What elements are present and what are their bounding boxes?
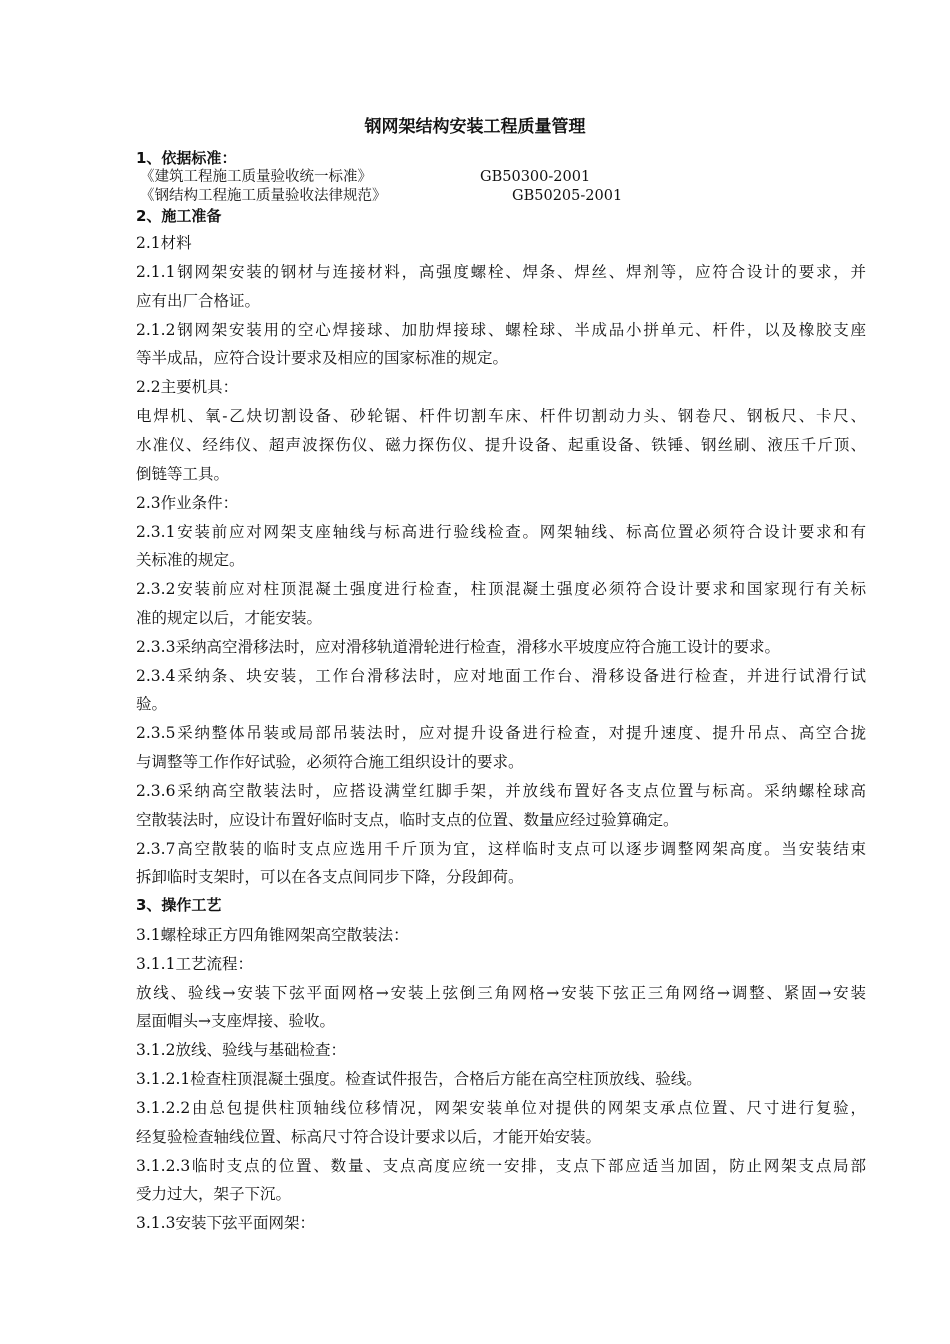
paragraph-line: 3.1.2.3临时支点的位置、数量、支点高度应统一安排，支点下部应适当加固，防止网架支点局部 — [136, 1157, 866, 1175]
standard-name: 《钢结构工程施工质量验收法律规范》 — [140, 188, 387, 204]
section-heading-2: 2、施工准备 — [136, 207, 222, 225]
subsection-heading: 3.1.2放线、验线与基础检查： — [136, 1041, 346, 1059]
standard-reference-1 — [140, 167, 870, 187]
paragraph-line: 拆卸临时支架时，可以在各支点间同步下降，分段卸荷。 — [136, 868, 524, 886]
paragraph-line: 2.3.7高空散装的临时支点应选用千斤顶为宜，这样临时支点可以逐步调整网架高度。当安装结束 — [136, 840, 866, 858]
subsection-heading: 3.1.1工艺流程： — [136, 955, 253, 973]
paragraph-line: 电焊机、氧-乙炔切割设备、砂轮锯、杆件切割车床、杆件切割动力头、钢卷尺、钢板尺、卡尺、 — [136, 407, 866, 425]
paragraph-line: 3.1.2.2由总包提供柱顶轴线位移情况，网架安装单位对提供的网架支承点位置、尺寸进行复验， — [136, 1099, 866, 1117]
subsection-heading: 2.3作业条件： — [136, 494, 239, 512]
paragraph-line: 2.3.4采纳条、块安装，工作台滑移法时，应对地面工作台、滑移设备进行检查，并进行试滑行试 — [136, 667, 866, 685]
paragraph-line: 2.3.5采纳整体吊装或局部吊装法时，应对提升设备进行检查，对提升速度、提升吊点、高空合拢 — [136, 724, 866, 742]
standard-code: GB50300-2001 — [480, 169, 591, 185]
subsection-heading: 3.1螺栓球正方四角锥网架高空散装法： — [136, 926, 409, 944]
paragraph-line: 放线、验线→安装下弦平面网格→安装上弦倒三角网格→安装下弦正三角网络→调整、紧固→安装 — [136, 984, 866, 1002]
paragraph-line: 2.1.1钢网架安装的钢材与连接材料，高强度螺栓、焊条、焊丝、焊剂等，应符合设计的要求，并 — [136, 263, 866, 281]
standard-reference-2 — [140, 186, 870, 206]
section-heading-3: 3、操作工艺 — [136, 896, 222, 914]
paragraph-line: 等半成品，应符合设计要求及相应的国家标准的规定。 — [136, 349, 509, 367]
paragraph-line: 2.3.2安装前应对柱顶混凝土强度进行检查，柱顶混凝土强度必须符合设计要求和国家现行有关标 — [136, 580, 866, 598]
paragraph-line: 2.3.3采纳高空滑移法时，应对滑移轨道滑轮进行检查，滑移水平坡度应符合施工设计的要求。 — [136, 638, 780, 656]
standard-code: GB50205-2001 — [512, 188, 623, 204]
paragraph-line: 与调整等工作作好试验，必须符合施工组织设计的要求。 — [136, 753, 524, 771]
paragraph-line: 屋面帽头→支座焊接、验收。 — [136, 1012, 335, 1030]
section-heading-1: 1、依据标准： — [136, 149, 237, 167]
paragraph-line: 应有出厂合格证。 — [136, 292, 261, 310]
subsection-heading: 3.1.3安装下弦平面网架： — [136, 1214, 315, 1232]
paragraph-line: 2.3.6采纳高空散装法时，应搭设满堂红脚手架，并放线布置好各支点位置与标高。采纳螺栓球高 — [136, 782, 866, 800]
paragraph-line: 验。 — [136, 695, 168, 713]
subsection-heading: 2.1材料 — [136, 234, 192, 252]
paragraph-line: 2.3.1安装前应对网架支座轴线与标高进行验线检查。网架轴线、标高位置必须符合设计要求和有 — [136, 523, 866, 541]
document-title: 钢网架结构安装工程质量管理 — [364, 117, 586, 137]
paragraph-line: 倒链等工具。 — [136, 465, 230, 483]
paragraph-line: 3.1.2.1检查柱顶混凝土强度。检查试件报告，合格后方能在高空柱顶放线、验线。 — [136, 1070, 702, 1088]
paragraph-line: 2.1.2钢网架安装用的空心焊接球、加肋焊接球、螺栓球、半成品小拼单元、杆件，以及橡胶支座 — [136, 321, 866, 339]
paragraph-line: 关标准的规定。 — [136, 551, 245, 569]
standard-name: 《建筑工程施工质量验收统一标准》 — [140, 169, 372, 185]
subsection-heading: 2.2主要机具： — [136, 378, 239, 396]
paragraph-line: 经复验检查轴线位置、标高尺寸符合设计要求以后，才能开始安装。 — [136, 1128, 602, 1146]
paragraph-line: 水准仪、经纬仪、超声波探伤仪、磁力探伤仪、提升设备、起重设备、铁锤、钢丝刷、液压千斤顶、 — [136, 436, 866, 454]
paragraph-line: 准的规定以后，才能安装。 — [136, 609, 323, 627]
paragraph-line: 空散装法时，应设计布置好临时支点，临时支点的位置、数量应经过验算确定。 — [136, 811, 679, 829]
paragraph-line: 受力过大，架子下沉。 — [136, 1185, 292, 1203]
